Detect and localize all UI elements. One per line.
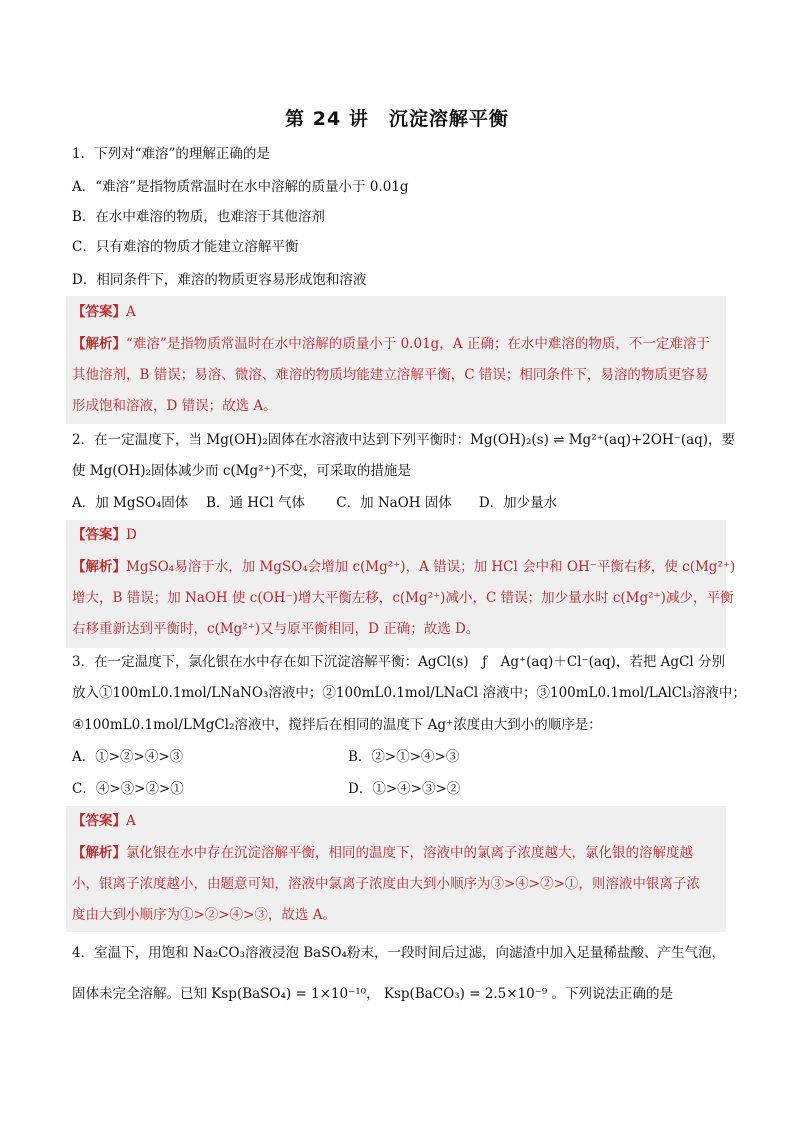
q1-answer — [72, 302, 728, 322]
q2-stem-2: 使 Mg(OH)₂固体减少而 c(Mg²⁺)不变，可采取的措施是 — [72, 463, 411, 479]
q2-stem-1: 2．在一定温度下，当 Mg(OH)₂固体在水溶液中达到下列平衡时：Mg(OH)₂(s) ⇌ Mg²⁺(aq)+2OH⁻(aq)，要 — [72, 432, 736, 448]
q3-stem-3: ④100mL0.1mol/LMgCl₂溶液中，搅拌后在相同的温度下 Ag⁺浓度由大到小的顺序是： — [72, 717, 602, 733]
answer-label: 【答案】 — [72, 527, 126, 543]
q3-analysis-3: 度由大到小顺序为①>②>④>③，故选 A。 — [72, 907, 336, 923]
q1-option-b: B．在水中难溶的物质，也难溶于其他溶剂 — [72, 209, 325, 225]
q3-option-a: A．①>②>④>③ — [72, 749, 184, 765]
answer-value: A — [126, 813, 136, 829]
q1-option-a: A．“难溶”是指物质常温时在水中溶解的质量小于 0.01g — [72, 179, 409, 195]
page-title: 第 24 讲 沉淀溶解平衡 — [285, 108, 509, 130]
q2-analysis-1 — [72, 557, 736, 577]
analysis-label: 【解析】 — [72, 845, 126, 861]
q2-analysis-2: 增大，B 错误；加 NaOH 使 c(OH⁻)增大平衡左移，c(Mg²⁺)减小，C 错误；加少量水时 c(Mg²⁺)减少，平衡 — [72, 590, 734, 606]
q4-stem-1: 4．室温下，用饱和 Na₂CO₃溶液浸泡 BaSO₄粉末，一段时间后过滤，向滤渣中加入足量稀盐酸、产生气泡， — [72, 945, 725, 961]
q2-options: A．加 MgSO₄固体 B．通 HCl 气体 C．加 NaOH 固体 D．加少量水 — [72, 495, 558, 511]
q3-stem-1: 3．在一定温度下，氯化银在水中存在如下沉淀溶解平衡：AgCl(s) ƒ Ag⁺(aq)＋Cl⁻(aq)，若把 AgCl 分别 — [72, 654, 725, 670]
q3-analysis-1 — [72, 843, 728, 863]
q1-option-c: C．只有难溶的物质才能建立溶解平衡 — [72, 239, 299, 255]
q2-answer — [72, 525, 728, 545]
q3-answer — [72, 811, 728, 831]
q1-stem: 1．下列对“难溶”的理解正确的是 — [72, 146, 270, 162]
analysis-text: 氯化银在水中存在沉淀溶解平衡，相同的温度下，溶液中的氯离子浓度越大，氯化银的溶解度越 — [126, 845, 693, 861]
q3-option-b: B．②>①>④>③ — [348, 749, 460, 765]
q3-options-row-1 — [72, 747, 728, 767]
analysis-label: 【解析】 — [72, 559, 126, 575]
q3-option-d: D．①>④>③>② — [348, 781, 461, 797]
answer-value: D — [126, 527, 137, 543]
q1-option-d: D．相同条件下，难溶的物质更容易形成饱和溶液 — [72, 272, 367, 288]
q1-analysis-2: 其他溶剂，B 错误；易溶、微溶、难溶的物质均能建立溶解平衡，C 错误；相同条件下，易溶的物质更容易 — [72, 367, 709, 383]
q3-option-c: C．④>③>②>① — [72, 781, 184, 797]
q3-analysis-2: 小，银离子浓度越小，由题意可知，溶液中氯离子浓度由大到小顺序为③>④>②>①，则溶液中银离子浓 — [72, 876, 700, 892]
analysis-label: 【解析】 — [72, 336, 126, 352]
q2-analysis-3: 右移重新达到平衡时，c(Mg²⁺)又与原平衡相同，D 正确；故选 D。 — [72, 621, 480, 637]
answer-value: A — [126, 304, 136, 320]
q3-options-row-2 — [72, 779, 728, 799]
q3-stem-2: 放入①100mL0.1mol/LNaNO₃溶液中；②100mL0.1mol/LNaCl 溶液中；③100mL0.1mol/LAlCl₃溶液中； — [72, 685, 746, 701]
analysis-text: “难溶”是指物质常温时在水中溶解的质量小于 0.01g，A 正确；在水中难溶的物质，不一定难溶于 — [126, 336, 710, 352]
answer-label: 【答案】 — [72, 813, 126, 829]
answer-label: 【答案】 — [72, 304, 126, 320]
q1-analysis-1 — [72, 334, 728, 354]
analysis-text: MgSO₄易溶于水，加 MgSO₄会增加 c(Mg²⁺)，A 错误；加 HCl 会中和 OH⁻平衡右移，使 c(Mg²⁺) — [126, 559, 736, 575]
q1-analysis-3: 形成饱和溶液，D 错误；故选 A。 — [72, 398, 277, 414]
q4-stem-2: 固体未完全溶解。已知 Ksp(BaSO₄) = 1×10⁻¹⁰， Ksp(BaCO₃) = 2.5×10⁻⁹ 。下列说法正确的是 — [72, 986, 674, 1002]
